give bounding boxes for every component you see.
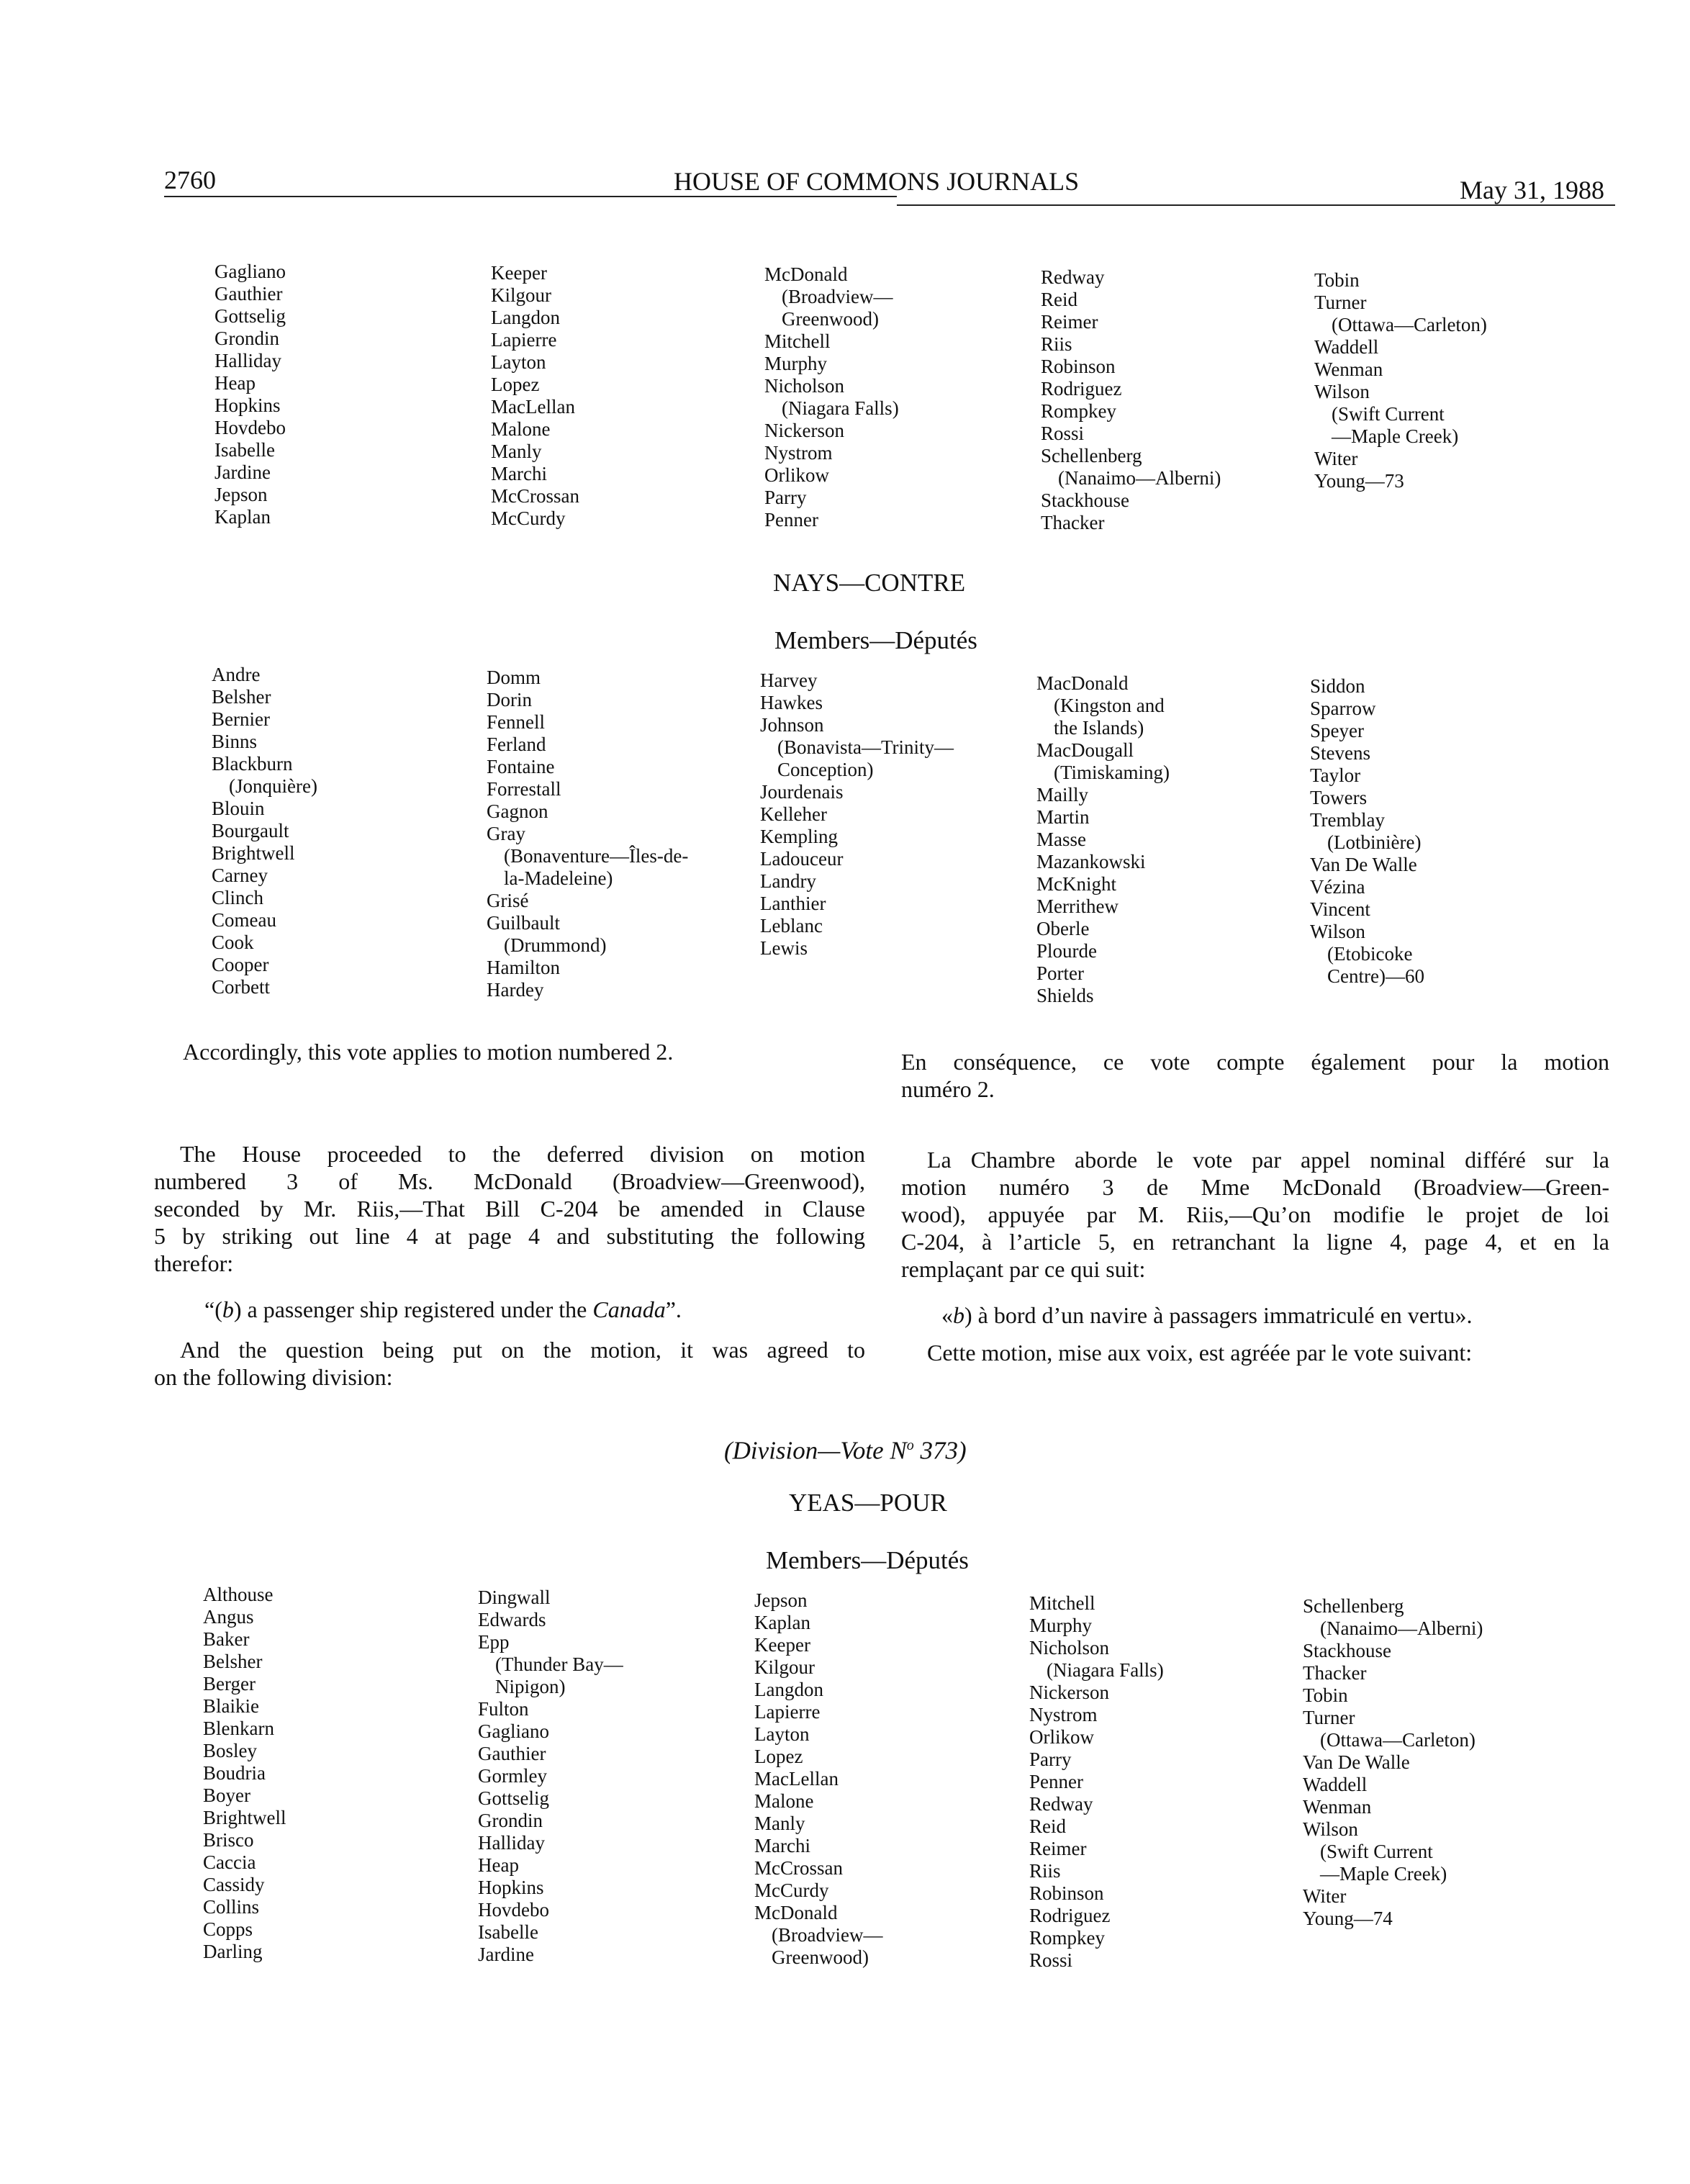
member-name: Mazankowski	[1036, 851, 1146, 872]
yeas-column-5	[1303, 1595, 1483, 1930]
member-name: —Maple Creek)	[1320, 1863, 1447, 1885]
member-name: Gagliano	[478, 1720, 549, 1742]
quote-close: ”.	[665, 1296, 682, 1322]
paragraph-line: La Chambre aborde le vote par appel nominal différé sur la	[927, 1147, 1609, 1173]
motion-quote-fr	[901, 1301, 1609, 1329]
header-rule-right	[897, 204, 1615, 206]
member-name: Kempling	[760, 826, 838, 847]
member-name: Comeau	[212, 909, 276, 931]
member-name: Rodriguez	[1041, 378, 1122, 400]
question-en-line-2: on the following division:	[154, 1364, 393, 1390]
quote-mid: ) a passenger ship registered under the	[233, 1296, 593, 1322]
quote-fr-rest: ) à bord d’un navire à passagers immatriculé en vertu».	[964, 1302, 1473, 1328]
member-name: MacLellan	[491, 396, 575, 418]
member-name: Witer	[1314, 448, 1358, 469]
member-name: Manly	[754, 1813, 805, 1834]
member-name: Grondin	[214, 328, 279, 349]
member-name: Wenman	[1314, 358, 1383, 380]
member-name: Tobin	[1303, 1684, 1348, 1706]
accordingly-fr-line-2: numéro 2.	[901, 1076, 995, 1102]
member-name: Hovdebo	[214, 417, 286, 438]
member-name: Keeper	[491, 262, 547, 284]
member-name: McKnight	[1036, 873, 1116, 895]
member-name: Andre	[212, 664, 261, 685]
member-name: Stevens	[1310, 742, 1370, 764]
member-name: Redway	[1041, 266, 1105, 288]
division-label	[724, 1431, 967, 1466]
member-name: (Nanaimo—Alberni)	[1058, 467, 1221, 489]
member-name: Lopez	[491, 374, 540, 395]
member-name: Sparrow	[1310, 698, 1376, 719]
member-name: Guilbault	[487, 912, 560, 934]
member-name: Tremblay	[1310, 809, 1386, 831]
division-label-text: (Division—Vote N	[724, 1436, 907, 1465]
member-name: Jepson	[214, 484, 268, 505]
member-name: Taylor	[1310, 764, 1361, 786]
member-name: MacLellan	[754, 1768, 839, 1790]
quote-open: “(	[204, 1296, 222, 1322]
member-name: Speyer	[1310, 720, 1364, 741]
member-name: Belsher	[203, 1651, 263, 1672]
member-name: Stackhouse	[1041, 489, 1129, 511]
journal-title: HOUSE OF COMMONS JOURNALS	[674, 167, 1080, 196]
nays-column-2	[487, 667, 688, 1001]
member-name: Waddell	[1303, 1774, 1368, 1795]
member-name: Domm	[487, 667, 541, 688]
accordingly-en: Accordingly, this vote applies to motion numbered 2.	[183, 1039, 674, 1065]
member-name: Schellenberg	[1303, 1595, 1404, 1617]
member-name: Witer	[1303, 1885, 1347, 1907]
member-name: Isabelle	[214, 439, 275, 461]
member-name: —Maple Creek)	[1332, 425, 1459, 447]
member-name: Kaplan	[214, 506, 271, 528]
yeas-column-4	[1029, 1592, 1164, 1972]
member-name: Brightwell	[203, 1807, 286, 1828]
member-name: Hovdebo	[478, 1899, 549, 1921]
yeas-continued-column-1	[214, 261, 286, 528]
member-name: Kelleher	[760, 803, 827, 825]
accordingly-fr	[901, 1048, 1609, 1103]
member-name: Cassidy	[203, 1874, 265, 1895]
member-name: Angus	[203, 1606, 254, 1628]
member-name: Rodriguez	[1029, 1905, 1111, 1926]
member-name: Hardey	[487, 979, 544, 1001]
yeas-subheading: Members—Députés	[766, 1546, 969, 1574]
member-name: Epp	[478, 1631, 510, 1653]
member-name: Landry	[760, 870, 816, 892]
member-name: Mitchell	[1029, 1592, 1095, 1614]
member-name: Heap	[478, 1854, 519, 1876]
member-name: Ferland	[487, 734, 546, 755]
member-name: Brightwell	[212, 842, 295, 864]
member-name: Leblanc	[760, 915, 823, 937]
member-name: Forrestall	[487, 778, 561, 800]
member-name: Halliday	[478, 1832, 545, 1854]
member-name: Ladouceur	[760, 848, 844, 870]
member-name: Nickerson	[1029, 1682, 1109, 1703]
member-name: Nystrom	[1029, 1704, 1098, 1725]
member-name: (Bonavista—Trinity—	[777, 736, 954, 758]
member-name: Nystrom	[764, 442, 833, 464]
member-name: Clinch	[212, 887, 263, 908]
member-name: Oberle	[1036, 918, 1090, 939]
member-name: Rompkey	[1029, 1927, 1105, 1949]
motion-quote-en	[154, 1296, 865, 1323]
member-name: Rompkey	[1041, 400, 1116, 422]
member-name: Young—74	[1303, 1908, 1393, 1929]
member-name: Marchi	[754, 1835, 810, 1856]
member-name: Lapierre	[491, 329, 557, 351]
paragraph-line: numbered 3 of Ms. McDonald (Broadview—Greenwood),	[154, 1168, 865, 1194]
page-date: May 31, 1988	[1460, 176, 1604, 204]
member-name: Thacker	[1041, 512, 1105, 533]
member-name: Boudria	[203, 1762, 266, 1784]
member-name: Conception)	[777, 759, 874, 780]
member-name: Halliday	[214, 350, 281, 371]
member-name: Copps	[203, 1918, 253, 1940]
nays-column-5	[1310, 675, 1424, 988]
member-name: (Lotbinière)	[1327, 831, 1422, 853]
yeas-continued-column-3	[764, 263, 899, 531]
member-name: Wilson	[1310, 921, 1365, 942]
member-name: (Drummond)	[504, 934, 607, 956]
motion-paragraph-fr	[901, 1146, 1609, 1283]
member-name: Jardine	[478, 1944, 534, 1965]
member-name: Penner	[764, 509, 818, 531]
member-name: Gagliano	[214, 261, 286, 282]
member-name: Reid	[1029, 1815, 1066, 1837]
member-name: (Broadview—	[782, 286, 893, 307]
member-name: (Ottawa—Carleton)	[1332, 314, 1487, 335]
member-name: Fulton	[478, 1698, 529, 1720]
member-name: Marchi	[491, 463, 547, 484]
member-name: (Niagara Falls)	[782, 397, 899, 419]
paragraph-line: therefor:	[154, 1250, 234, 1276]
member-name: Lewis	[760, 937, 808, 959]
paragraph-line: C-204, à l’article 5, en retranchant la ligne 4, page 4, et en la	[901, 1229, 1609, 1255]
member-name: Belsher	[212, 686, 271, 708]
member-name: Kilgour	[754, 1656, 815, 1678]
member-name: Edwards	[478, 1609, 546, 1630]
member-name: McDonald	[764, 263, 848, 285]
member-name: Blenkarn	[203, 1718, 274, 1739]
member-name: Blaikie	[203, 1695, 259, 1717]
member-name: Masse	[1036, 829, 1086, 850]
member-name: Cook	[212, 931, 254, 953]
question-fr	[901, 1339, 1609, 1366]
member-name: Boyer	[203, 1784, 250, 1806]
member-name: Turner	[1303, 1707, 1355, 1728]
member-name: Vincent	[1310, 898, 1370, 920]
member-name: Layton	[754, 1723, 810, 1745]
member-name: Van De Walle	[1303, 1751, 1410, 1773]
member-name: Collins	[203, 1896, 260, 1918]
division-label-sup: o	[906, 1438, 914, 1453]
member-name: Riis	[1041, 333, 1072, 355]
member-name: Shields	[1036, 985, 1094, 1006]
member-name: Porter	[1036, 962, 1084, 984]
member-name: Merrithew	[1036, 895, 1119, 917]
member-name: Robinson	[1029, 1882, 1104, 1904]
member-name: McCrossan	[491, 485, 579, 507]
member-name: Murphy	[1029, 1615, 1092, 1636]
member-name: Waddell	[1314, 336, 1379, 358]
member-name: Rossi	[1029, 1949, 1073, 1971]
member-name: MacDonald	[1036, 672, 1129, 694]
member-name: Blouin	[212, 798, 265, 819]
member-name: Reid	[1041, 289, 1077, 310]
member-name: Baker	[203, 1628, 250, 1650]
member-name: (Swift Current	[1332, 403, 1445, 425]
paragraph-line: seconded by Mr. Riis,—That Bill C-204 be amended in Clause	[154, 1196, 865, 1222]
member-name: Fontaine	[487, 756, 555, 777]
member-name: McCurdy	[754, 1880, 829, 1901]
member-name: Orlikow	[1029, 1726, 1094, 1748]
yeas-column-2	[478, 1587, 623, 1966]
question-en-line-1: And the question being put on the motion, it was agreed to	[180, 1337, 865, 1363]
question-en	[154, 1336, 865, 1391]
member-name: Rossi	[1041, 423, 1085, 444]
member-name: Gormley	[478, 1765, 547, 1787]
member-name: Turner	[1314, 292, 1367, 313]
yeas-continued-column-5	[1314, 269, 1487, 492]
member-name: Wilson	[1314, 381, 1370, 402]
member-name: Thacker	[1303, 1662, 1367, 1684]
member-name: Keeper	[754, 1634, 810, 1656]
member-name: Gauthier	[478, 1743, 546, 1764]
member-name: Greenwood)	[772, 1946, 869, 1968]
member-name: Bernier	[212, 708, 270, 730]
member-name: Siddon	[1310, 675, 1365, 697]
member-name: Blackburn	[212, 753, 293, 775]
quote-fr-open: «	[941, 1302, 953, 1328]
member-name: (Thunder Bay—	[495, 1653, 623, 1675]
member-name: Plourde	[1036, 940, 1097, 962]
member-name: (Bonaventure—Îles-de-	[504, 845, 689, 867]
member-name: Jardine	[214, 461, 271, 483]
member-name: Riis	[1029, 1860, 1061, 1882]
nays-column-1	[212, 664, 317, 998]
member-name: Darling	[203, 1941, 263, 1962]
member-name: Malone	[754, 1790, 814, 1812]
member-name: Wenman	[1303, 1796, 1372, 1818]
member-name: MacDougall	[1036, 739, 1134, 761]
member-name: Nicholson	[764, 375, 844, 397]
member-name: (Etobicoke	[1327, 943, 1413, 965]
quote-fr-b: b	[953, 1302, 964, 1328]
paragraph-line: 5 by striking out line 4 at page 4 and substituting the following	[154, 1223, 865, 1249]
member-name: Robinson	[1041, 356, 1116, 377]
member-name: Tobin	[1314, 269, 1360, 291]
member-name: Grisé	[487, 890, 529, 911]
yeas-heading: YEAS—POUR	[789, 1489, 947, 1517]
member-name: Martin	[1036, 806, 1090, 828]
member-name: (Swift Current	[1320, 1841, 1433, 1862]
member-name: (Nanaimo—Alberni)	[1320, 1617, 1483, 1639]
member-name: McDonald	[754, 1902, 838, 1923]
member-name: (Niagara Falls)	[1047, 1659, 1164, 1681]
member-name: Greenwood)	[782, 308, 879, 330]
member-name: Layton	[491, 351, 546, 373]
member-name: (Timiskaming)	[1054, 762, 1170, 783]
member-name: Langdon	[754, 1679, 823, 1700]
member-name: Grondin	[478, 1810, 543, 1831]
yeas-continued-column-2	[491, 262, 579, 530]
member-name: Mailly	[1036, 784, 1088, 806]
paragraph-line: motion numéro 3 de Mme McDonald (Broadview—Green-	[901, 1174, 1609, 1200]
paragraph-line: The House proceeded to the deferred division on motion	[180, 1141, 865, 1167]
member-name: Orlikow	[764, 464, 829, 486]
member-name: Dingwall	[478, 1587, 551, 1608]
member-name: Lopez	[754, 1746, 803, 1767]
member-name: Lapierre	[754, 1701, 821, 1723]
nays-heading: NAYS—CONTRE	[773, 569, 966, 597]
member-name: Parry	[764, 487, 807, 508]
nays-column-3	[760, 669, 954, 960]
yeas-column-3	[754, 1589, 882, 1969]
member-name: Nickerson	[764, 420, 844, 441]
member-name: Parry	[1029, 1748, 1072, 1770]
member-name: Corbett	[212, 976, 270, 998]
member-name: Jepson	[754, 1589, 808, 1611]
member-name: Althouse	[203, 1584, 274, 1605]
page-number: 2760	[164, 166, 216, 194]
member-name: Gagnon	[487, 800, 548, 822]
member-name: Bosley	[203, 1740, 258, 1761]
yeas-continued-column-4	[1041, 266, 1221, 534]
member-name: Johnson	[760, 714, 824, 736]
member-name: Heap	[214, 372, 256, 394]
accordingly-fr-line-1: En conséquence, ce vote compte également pour la motion	[901, 1049, 1609, 1075]
member-name: Young—73	[1314, 470, 1404, 492]
member-name: Penner	[1029, 1771, 1083, 1792]
member-name: Caccia	[203, 1851, 256, 1873]
member-name: Vézina	[1310, 876, 1365, 898]
member-name: Carney	[212, 865, 268, 886]
member-name: (Ottawa—Carleton)	[1320, 1729, 1476, 1751]
member-name: Langdon	[491, 307, 560, 328]
member-name: Hawkes	[760, 692, 823, 713]
member-name: Binns	[212, 731, 258, 752]
member-name: Nipigon)	[495, 1676, 566, 1697]
paragraph-line: remplaçant par ce qui suit:	[901, 1256, 1146, 1282]
member-name: Redway	[1029, 1793, 1093, 1815]
member-name: (Broadview—	[772, 1924, 883, 1946]
member-name: Isabelle	[478, 1921, 538, 1943]
member-name: Schellenberg	[1041, 445, 1142, 466]
yeas-column-1	[203, 1584, 286, 1963]
member-name: Kilgour	[491, 284, 551, 306]
member-name: Malone	[491, 418, 551, 440]
member-name: Jourdenais	[760, 781, 844, 803]
member-name: the Islands)	[1054, 717, 1144, 739]
member-name: Bourgault	[212, 820, 289, 841]
member-name: (Kingston and	[1054, 695, 1165, 716]
nays-column-4	[1036, 672, 1170, 1007]
member-name: McCrossan	[754, 1857, 843, 1879]
member-name: Hamilton	[487, 957, 560, 978]
member-name: Gray	[487, 823, 525, 844]
quote-b: b	[222, 1296, 234, 1322]
member-name: la-Madeleine)	[504, 867, 613, 889]
member-name: Lanthier	[760, 893, 826, 914]
paragraph-line: wood), appuyée par M. Riis,—Qu’on modifie le projet de loi	[901, 1201, 1609, 1227]
motion-paragraph-en	[154, 1140, 865, 1277]
member-name: Brisco	[203, 1829, 254, 1851]
member-name: Reimer	[1041, 311, 1098, 333]
member-name: McCurdy	[491, 507, 566, 529]
member-name: Centre)—60	[1327, 965, 1424, 987]
member-name: Harvey	[760, 669, 818, 691]
member-name: (Jonquière)	[229, 775, 317, 797]
member-name: Hopkins	[478, 1877, 544, 1898]
nays-subheading: Members—Députés	[774, 626, 977, 654]
member-name: Stackhouse	[1303, 1640, 1391, 1661]
member-name: Gottselig	[478, 1787, 549, 1809]
member-name: Nicholson	[1029, 1637, 1109, 1659]
member-name: Cooper	[212, 954, 269, 975]
member-name: Berger	[203, 1673, 256, 1695]
member-name: Gottselig	[214, 305, 286, 327]
division-label-number: 373)	[913, 1436, 967, 1465]
member-name: Murphy	[764, 353, 827, 374]
member-name: Van De Walle	[1310, 854, 1417, 875]
member-name: Reimer	[1029, 1838, 1087, 1859]
member-name: Dorin	[487, 689, 532, 710]
member-name: Mitchell	[764, 330, 831, 352]
member-name: Kaplan	[754, 1612, 810, 1633]
member-name: Wilson	[1303, 1818, 1358, 1840]
member-name: Hopkins	[214, 394, 281, 416]
member-name: Gauthier	[214, 283, 283, 304]
question-fr-line: Cette motion, mise aux voix, est agréée par le vote suivant:	[927, 1340, 1473, 1366]
quote-canada: Canada	[592, 1296, 666, 1322]
header-rule-left	[164, 196, 897, 197]
member-name: Fennell	[487, 711, 545, 733]
member-name: Towers	[1310, 787, 1368, 808]
member-name: Manly	[491, 441, 542, 462]
